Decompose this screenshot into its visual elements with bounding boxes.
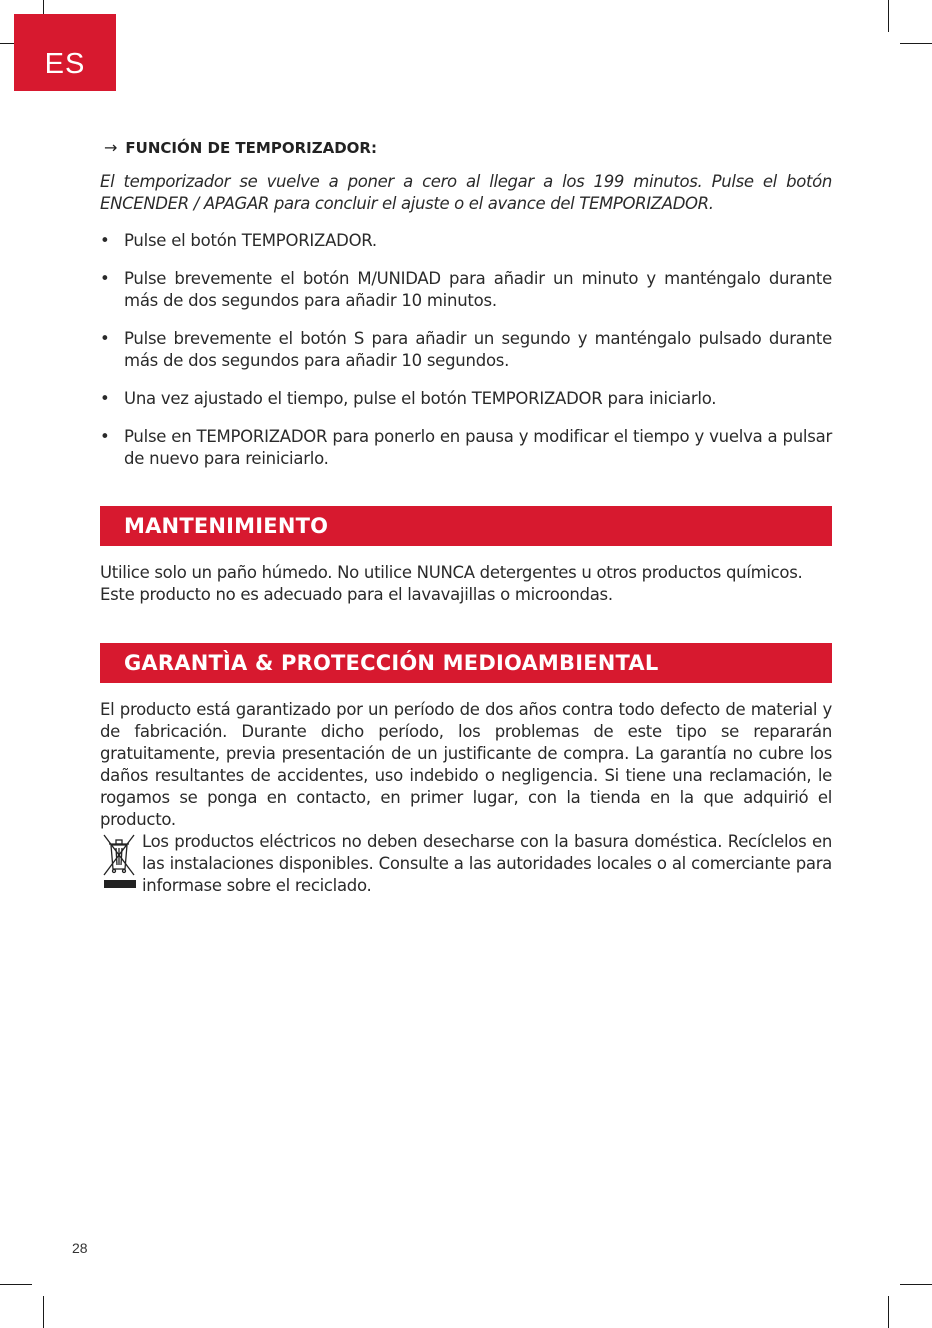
- maintenance-text: [100, 562, 832, 606]
- maintenance-line-2: Este producto no es adecuado para el lavavajillas o microondas.: [100, 585, 613, 604]
- warranty-text: [100, 699, 832, 897]
- list-item: • Pulse el botón TEMPORIZADOR.: [100, 231, 377, 250]
- warranty-banner: GARANTÌA & PROTECCIÓN MEDIOAMBIENTAL: [100, 643, 832, 683]
- crop-mark: [888, 0, 889, 32]
- bullet-icon: •: [100, 427, 110, 446]
- bullet-icon: •: [100, 389, 110, 408]
- maintenance-banner: MANTENIMIENTO: [100, 506, 832, 546]
- crop-mark: [900, 1284, 932, 1285]
- list-item: • Una vez ajustado el tiempo, pulse el botón TEMPORIZADOR para iniciarlo.: [100, 389, 717, 408]
- timer-instructions: [100, 230, 832, 470]
- bullet-icon: •: [100, 269, 110, 288]
- list-item: • Pulse brevemente el botón M/UNIDAD para añadir un minuto y manténgalo durante más de dos segundos para añadir 10 minutos.: [100, 269, 832, 310]
- list-item: • Pulse en TEMPORIZADOR para ponerlo en pausa y modificar el tiempo y vuelva a pulsar de nuevo para reiniciarlo.: [100, 427, 832, 468]
- page-content: [100, 138, 832, 897]
- page-number: 28: [72, 1240, 88, 1256]
- crop-mark: [888, 1296, 889, 1328]
- language-tab: ES: [14, 14, 116, 91]
- crop-mark: [900, 43, 932, 44]
- timer-intro: El temporizador se vuelve a poner a cero al llegar a los 199 minutos. Pulse el botón ENCENDER / APAGAR para concluir el ajuste o el avance del TEMPORIZADOR.: [100, 172, 832, 213]
- list-item: • Pulse brevemente el botón S para añadir un segundo y manténgalo pulsado durante más de dos segundos para añadir 10 segundos.: [100, 329, 832, 370]
- timer-heading-text: FUNCIÓN DE TEMPORIZADOR:: [125, 138, 377, 157]
- timer-heading: [104, 138, 832, 157]
- bullet-icon: •: [100, 329, 110, 348]
- crop-mark: [43, 1296, 44, 1328]
- crop-mark: [0, 1284, 32, 1285]
- warranty-paragraph: El producto está garantizado por un período de dos años contra todo defecto de material y de fabricación. Durante dicho período, los problemas de este tipo se repararán gratuitamente, previa presentación de un justificante de compra. La garantía no cubre los daños resultantes de accidentes, uso indebido o negligencia. Si tiene una reclamación, le rogamos se ponga en contacto, en primer lugar, con la tienda en la que adquirió el producto.: [100, 700, 832, 829]
- crossed-bin-icon: [100, 831, 142, 897]
- maintenance-line-1: Utilice solo un paño húmedo. No utilice NUNCA detergentes u otros productos químicos.: [100, 563, 803, 582]
- bullet-icon: •: [100, 231, 110, 250]
- arrow-right-icon: →: [104, 138, 118, 157]
- recycling-notice: [100, 831, 832, 897]
- recycling-text: Los productos eléctricos no deben desecharse con la basura doméstica. Recíclelos en las instalaciones disponibles. Consulte a las autoridades locales o al comerciante para informase sobre el reciclado.: [142, 832, 832, 895]
